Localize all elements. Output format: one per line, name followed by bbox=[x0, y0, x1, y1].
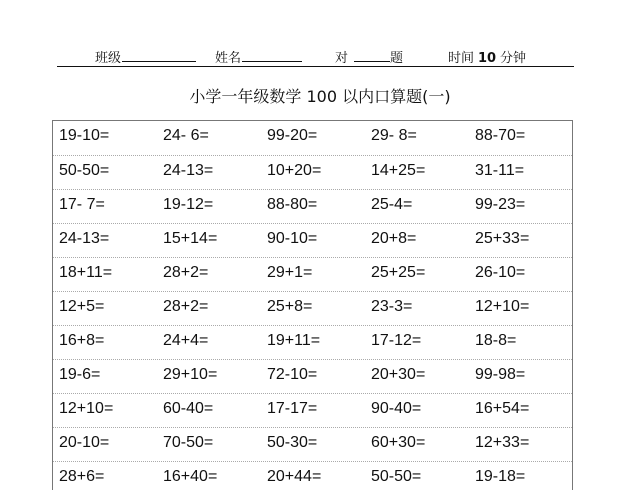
problem-cell: 14+25= bbox=[371, 162, 426, 179]
problem-cell: 50-30= bbox=[267, 434, 318, 451]
problem-cell: 90-10= bbox=[267, 230, 318, 247]
problem-cell: 90-40= bbox=[371, 400, 422, 417]
problem-cell: 18-8= bbox=[475, 332, 517, 349]
problem-row bbox=[53, 461, 572, 496]
problem-row bbox=[53, 121, 572, 155]
problem-cell: 19+11= bbox=[267, 332, 321, 349]
problem-cell: 12+33= bbox=[475, 434, 530, 451]
problem-row bbox=[53, 427, 572, 462]
problem-cell: 20+8= bbox=[371, 230, 417, 247]
name-field bbox=[215, 47, 302, 66]
problem-cell: 60-40= bbox=[163, 400, 214, 417]
problem-cell: 88-70= bbox=[475, 127, 526, 144]
problem-cell: 60+30= bbox=[371, 434, 426, 451]
problem-row bbox=[53, 393, 572, 428]
problem-cell: 70-50= bbox=[163, 434, 214, 451]
problem-cell: 15+14= bbox=[163, 230, 218, 247]
problem-cell: 18+11= bbox=[59, 264, 113, 281]
problem-cell: 19-6= bbox=[59, 366, 101, 383]
problem-cell: 26-10= bbox=[475, 264, 526, 281]
problem-cell: 24-13= bbox=[59, 230, 110, 247]
time-unit: 分钟 bbox=[500, 51, 527, 66]
problem-cell: 25+25= bbox=[371, 264, 426, 281]
worksheet-header bbox=[57, 44, 574, 67]
problem-cell: 50-50= bbox=[371, 468, 422, 485]
problem-row bbox=[53, 359, 572, 394]
problem-cell: 12+10= bbox=[475, 298, 530, 315]
problem-cell: 29+1= bbox=[267, 264, 313, 281]
problem-cell: 29- 8= bbox=[371, 127, 417, 144]
problem-cell: 99-98= bbox=[475, 366, 526, 383]
problem-cell: 25+8= bbox=[267, 298, 313, 315]
problem-cell: 25-4= bbox=[371, 196, 413, 213]
problem-cell: 99-20= bbox=[267, 127, 318, 144]
correct-label: 对 bbox=[335, 51, 349, 66]
time-value: 10 bbox=[475, 51, 499, 67]
problem-cell: 72-10= bbox=[267, 366, 318, 383]
page-title: 小学一年级数学 100 以内口算题(一) bbox=[189, 87, 451, 106]
time-field bbox=[448, 47, 526, 67]
problem-cell: 23-3= bbox=[371, 298, 413, 315]
problem-cell: 88-80= bbox=[267, 196, 318, 213]
class-blank[interactable] bbox=[122, 48, 196, 62]
problem-cell: 28+2= bbox=[163, 298, 209, 315]
problem-row bbox=[53, 257, 572, 292]
problem-row bbox=[53, 189, 572, 224]
problem-cell: 50-50= bbox=[59, 162, 110, 179]
problem-cell: 31-11= bbox=[475, 162, 525, 179]
problem-cell: 17-17= bbox=[267, 400, 318, 417]
time-label: 时间 bbox=[448, 51, 475, 66]
problem-cell: 17-12= bbox=[371, 332, 422, 349]
problem-cell: 28+2= bbox=[163, 264, 209, 281]
problem-cell: 12+5= bbox=[59, 298, 105, 315]
problem-cell: 16+54= bbox=[475, 400, 530, 417]
problem-grid bbox=[52, 120, 573, 490]
correct-field bbox=[335, 47, 403, 66]
problem-cell: 19-18= bbox=[475, 468, 526, 485]
problem-cell: 24- 6= bbox=[163, 127, 209, 144]
class-field bbox=[95, 47, 196, 66]
problem-cell: 17- 7= bbox=[59, 196, 105, 213]
problem-cell: 16+40= bbox=[163, 468, 218, 485]
problem-cell: 12+10= bbox=[59, 400, 114, 417]
problem-cell: 19-12= bbox=[163, 196, 214, 213]
problem-cell: 29+10= bbox=[163, 366, 218, 383]
problem-cell: 25+33= bbox=[475, 230, 530, 247]
correct-blank[interactable] bbox=[354, 48, 390, 62]
problem-row bbox=[53, 325, 572, 360]
problem-cell: 20-10= bbox=[59, 434, 110, 451]
problem-cell: 20+30= bbox=[371, 366, 426, 383]
problem-cell: 19-10= bbox=[59, 127, 110, 144]
problem-row bbox=[53, 155, 572, 190]
problem-cell: 16+8= bbox=[59, 332, 105, 349]
problem-cell: 28+6= bbox=[59, 468, 105, 485]
name-label: 姓名 bbox=[215, 51, 242, 66]
problem-row bbox=[53, 223, 572, 258]
problem-cell: 20+44= bbox=[267, 468, 322, 485]
problem-cell: 99-23= bbox=[475, 196, 526, 213]
name-blank[interactable] bbox=[242, 48, 302, 62]
problem-row bbox=[53, 291, 572, 326]
problem-cell: 24+4= bbox=[163, 332, 209, 349]
correct-suffix: 题 bbox=[390, 51, 404, 66]
class-label: 班级 bbox=[95, 51, 122, 66]
problem-cell: 24-13= bbox=[163, 162, 214, 179]
problem-cell: 10+20= bbox=[267, 162, 322, 179]
